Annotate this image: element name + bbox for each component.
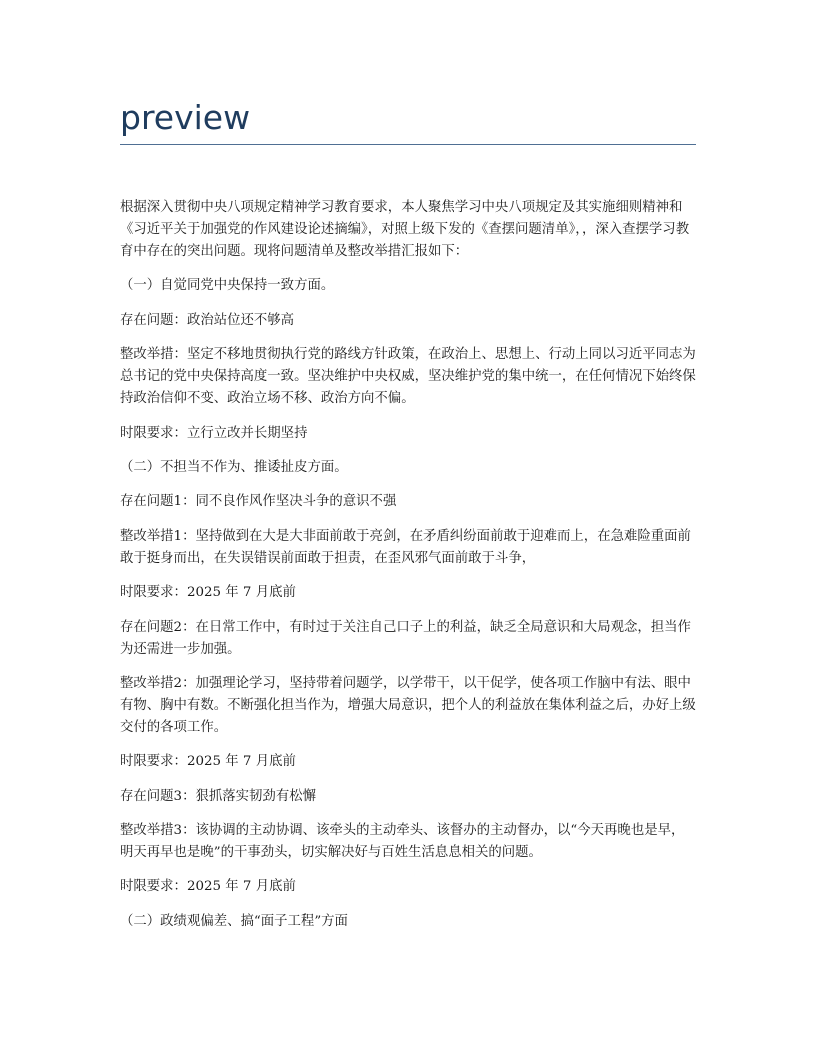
deadline-paragraph: 时限要求：2025 年 7 月底前 [120, 754, 296, 770]
page-title: preview [120, 98, 251, 137]
title-divider [120, 144, 696, 145]
measure-paragraph: 整改举措：坚定不移地贯彻执行党的路线方针政策，在政治上、思想上、行动上同以习近平同志为总书记的党中央保持高度一致。坚决维护中央权威，坚决维护党的集中统一，在任何情况下始终保持政治信仰不变、政治立场不移、政治方向不偏。 [120, 347, 696, 407]
section-heading-3: （二）政绩观偏差、搞“面子工程”方面 [120, 913, 348, 929]
deadline-paragraph: 时限要求：2025 年 7 月底前 [120, 879, 296, 895]
deadline-paragraph: 时限要求：立行立改并长期坚持 [120, 425, 308, 441]
intro-paragraph: 根据深入贯彻中央八项规定精神学习教育要求，本人聚焦学习中央八项规定及其实施细则精神和《习近平关于加强党的作风建设论述摘编》，对照上级下发的《查摆问题清单》，，深入查摆学习教育中存在的突出问题。现将问题清单及整改举措汇报如下： [120, 200, 690, 259]
issue-paragraph: 存在问题：政治站位还不够高 [120, 312, 295, 328]
measure-paragraph: 整改举措3：该协调的主动协调、该牵头的主动牵头、该督办的主动督办，以“今天再晚也是早，明天再早也是晚”的干事劲头，切实解决好与百姓生活息息相关的问题。 [120, 823, 685, 861]
section-heading-2: （二）不担当不作为、推诿扯皮方面。 [120, 459, 348, 475]
issue-paragraph: 存在问题3：狠抓落实韧劲有松懈 [120, 788, 316, 804]
issue-paragraph: 存在问题2：在日常工作中，有时过于关注自己口子上的利益，缺乏全局意识和大局观念，担当作为还需进一步加强。 [120, 619, 691, 657]
issue-paragraph: 存在问题1：同不良作风作坚决斗争的意识不强 [120, 494, 397, 510]
section-heading-1: （一）自觉同党中央保持一致方面。 [120, 278, 335, 294]
document-body [120, 197, 696, 945]
deadline-paragraph: 时限要求：2025 年 7 月底前 [120, 585, 296, 601]
measure-paragraph: 整改举措2：加强理论学习，坚持带着问题学，以学带干，以干促学，使各项工作脑中有法、眼中有物、胸中有数。不断强化担当作为，增强大局意识，把个人的利益放在集体利益之后，办好上级交付的各项工作。 [120, 675, 696, 735]
measure-paragraph: 整改举措1：坚持做到在大是大非面前敢于亮剑，在矛盾纠纷面前敢于迎难而上，在急难险重面前敢于挺身而出，在失误错误前面敢于担责，在歪风邪气面前敢于斗争， [120, 528, 691, 566]
